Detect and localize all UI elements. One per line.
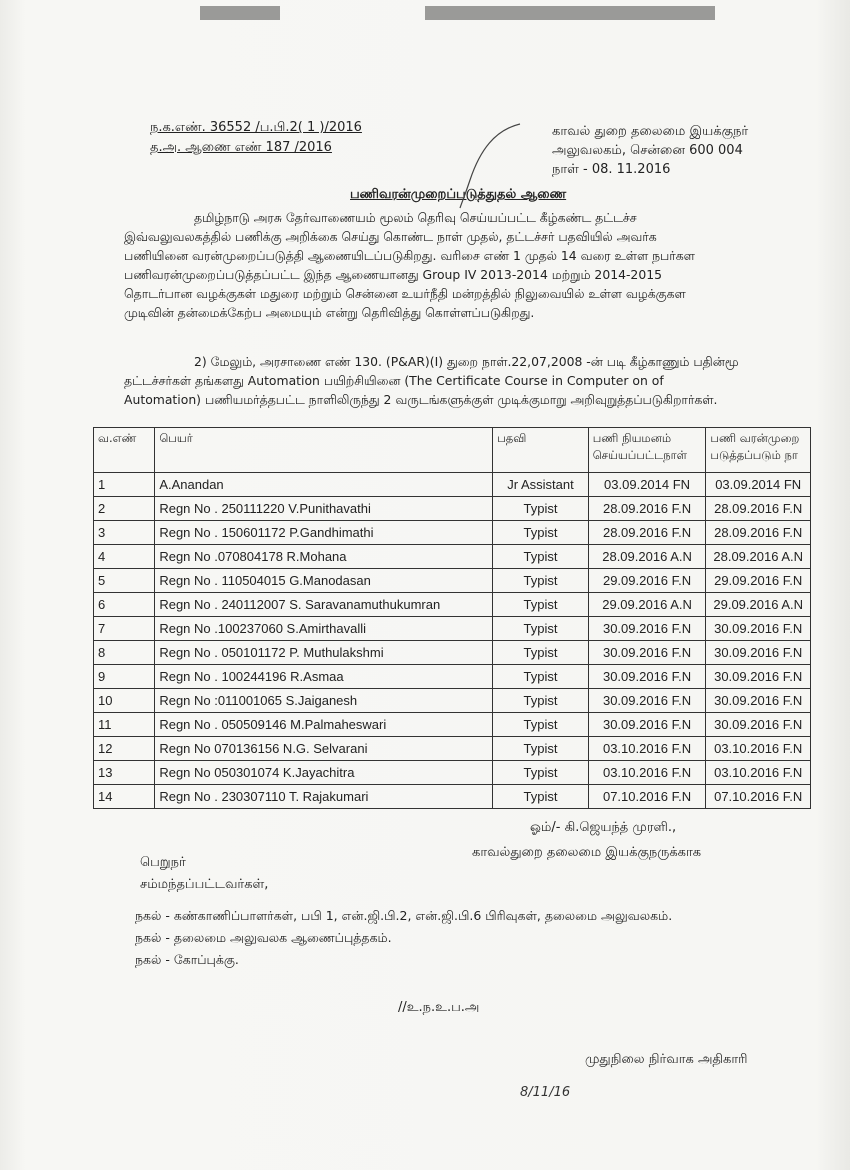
cell-name: Regn No . 240112007 S. Saravanamuthukumran: [155, 593, 493, 617]
table-row: [94, 497, 811, 521]
cell-regularisation-date: 29.09.2016 A.N: [706, 593, 811, 617]
cell-post: Typist: [493, 713, 589, 737]
cell-regularisation-date: 30.09.2016 F.N: [706, 617, 811, 641]
order-number: த.அ. ஆணை எண் 187 /2016: [150, 140, 332, 155]
table-row: [94, 545, 811, 569]
table-row: [94, 713, 811, 737]
cell-serial: 1: [94, 473, 155, 497]
cell-regularisation-date: 30.09.2016 F.N: [706, 641, 811, 665]
cell-post: Typist: [493, 497, 589, 521]
cell-name: Regn No . 110504015 G.Manodasan: [155, 569, 493, 593]
cell-post: Typist: [493, 521, 589, 545]
reference-block: [150, 118, 362, 158]
cell-serial: 7: [94, 617, 155, 641]
cell-serial: 14: [94, 785, 155, 809]
cell-serial: 3: [94, 521, 155, 545]
table-row: [94, 641, 811, 665]
cell-appointment-date: 07.10.2016 F.N: [588, 785, 706, 809]
cell-name: Regn No .100237060 S.Amirthavalli: [155, 617, 493, 641]
cell-regularisation-date: 30.09.2016 F.N: [706, 713, 811, 737]
cell-post: Typist: [493, 569, 589, 593]
cell-appointment-date: 30.09.2016 F.N: [588, 617, 706, 641]
table-row: [94, 737, 811, 761]
table-row: [94, 617, 811, 641]
staff-table: [93, 427, 811, 809]
cell-serial: 5: [94, 569, 155, 593]
cell-regularisation-date: 28.09.2016 F.N: [706, 497, 811, 521]
office-block: [552, 122, 748, 179]
cell-name: Regn No 070136156 N.G. Selvarani: [155, 737, 493, 761]
table-row: [94, 521, 811, 545]
cell-serial: 2: [94, 497, 155, 521]
cell-post: Typist: [493, 785, 589, 809]
table-row: [94, 761, 811, 785]
paragraph-line: பணிவரன்முறைப்படுத்தப்பட்ட இந்த ஆணையானது Group IV 2013-2014 மற்றும் 2014-2015: [124, 267, 662, 282]
cell-post: Typist: [493, 761, 589, 785]
table-row: [94, 593, 811, 617]
cell-name: Regn No . 230307110 T. Rajakumari: [155, 785, 493, 809]
cell-appointment-date: 28.09.2016 F.N: [588, 497, 706, 521]
cell-appointment-date: 30.09.2016 F.N: [588, 665, 706, 689]
cell-regularisation-date: 28.09.2016 A.N: [706, 545, 811, 569]
cell-serial: 6: [94, 593, 155, 617]
recipient-label: பெறுநர்: [140, 855, 186, 870]
cell-appointment-date: 28.09.2016 A.N: [588, 545, 706, 569]
cell-post: Typist: [493, 593, 589, 617]
cell-appointment-date: 30.09.2016 F.N: [588, 689, 706, 713]
cell-serial: 4: [94, 545, 155, 569]
paragraph-line: தொடர்பான வழக்குகள் மதுரை மற்றும் சென்னை உயர்நீதி மன்றத்தில் நிலுவையில் உள்ள வழக்குகள: [124, 286, 686, 301]
paragraph-line: இவ்வலுவலகத்தில் பணிக்கு அறிக்கை செய்து கொண்ட நாள் முதல், தட்டச்சர் பதவியில் அவர்க: [124, 229, 657, 244]
cell-regularisation-date: 03.10.2016 F.N: [706, 737, 811, 761]
paragraph-line: முடிவின் தன்மைக்கேற்ப அமையும் என்று தெரிவித்து கொள்ளப்படுகிறது.: [124, 305, 535, 320]
cell-post: Typist: [493, 617, 589, 641]
cell-serial: 10: [94, 689, 155, 713]
cell-appointment-date: 30.09.2016 F.N: [588, 713, 706, 737]
signature-designation: காவல்துறை தலைமை இயக்குநருக்காக: [472, 845, 702, 860]
cell-post: Typist: [493, 641, 589, 665]
recipients-block: [140, 852, 268, 896]
recipient-concerned: சம்மந்தப்பட்டவர்கள்,: [140, 877, 269, 892]
column-header-name: பெயர்: [155, 428, 493, 473]
cell-post: Typist: [493, 545, 589, 569]
cell-regularisation-date: 30.09.2016 F.N: [706, 665, 811, 689]
reference-number: ந.க.எண். 36552 /ப.பி.2( 1 )/2016: [150, 120, 362, 135]
copy-list: [135, 905, 672, 971]
handwritten-initials: 8/11/16: [520, 1085, 571, 1100]
page-title: பணிவரன்முறைப்படுத்துதல் ஆணை: [350, 187, 567, 202]
cell-serial: 12: [94, 737, 155, 761]
cell-name: Regn No . 050509146 M.Palmaheswari: [155, 713, 493, 737]
paragraph-line: 2) மேலும், அரசாணை எண் 130. (P&AR)(I) துறை நாள்.22,07,2008 -ன் படி கீழ்காணும் பதின்மூ: [194, 354, 739, 369]
signature-line: ஓம்/- கி.ஜெயந்த் முரளி.,: [530, 820, 677, 835]
cell-regularisation-date: 07.10.2016 F.N: [706, 785, 811, 809]
paragraph-line: பணியினை வரன்முறைப்படுத்தி ஆணையிடப்படுகிறது. வரிசை எண் 1 முதல் 14 வரை உள்ள நபர்கள: [124, 248, 695, 263]
signature-stroke: [440, 120, 530, 210]
table-row: [94, 785, 811, 809]
cell-serial: 11: [94, 713, 155, 737]
cell-name: Regn No . 150601172 P.Gandhimathi: [155, 521, 493, 545]
office-address: அலுவலகம், சென்னை 600 004: [552, 143, 743, 158]
cell-regularisation-date: 29.09.2016 F.N: [706, 569, 811, 593]
table-row: [94, 689, 811, 713]
copy-item: நகல் - தலைமை அலுவலக ஆணைப்புத்தகம்.: [135, 930, 392, 945]
cell-name: Regn No . 250111220 V.Punithavathi: [155, 497, 493, 521]
cell-serial: 9: [94, 665, 155, 689]
paragraph-line: தமிழ்நாடு அரசு தேர்வாணையம் மூலம் தெரிவு செய்யப்பட்ட கீழ்கண்ட தட்டச்ச: [194, 210, 637, 225]
cell-serial: 8: [94, 641, 155, 665]
office-name: காவல் துறை தலைமை இயக்குநர்: [552, 124, 749, 139]
paragraph-line: தட்டச்சர்கள் தங்களது Automation பயிற்சியினை (The Certificate Course in Computer on of: [124, 373, 664, 388]
cell-name: Regn No 050301074 K.Jayachitra: [155, 761, 493, 785]
cell-serial: 13: [94, 761, 155, 785]
table-header-row: [94, 428, 811, 473]
cell-regularisation-date: 03.09.2014 FN: [706, 473, 811, 497]
table-row: [94, 569, 811, 593]
paragraph-1: [124, 208, 814, 322]
cell-name: Regn No .070804178 R.Mohana: [155, 545, 493, 569]
column-header-appointment-date: பணி நியமனம் செய்யப்பட்டநாள்: [588, 428, 706, 473]
cell-appointment-date: 03.10.2016 F.N: [588, 761, 706, 785]
cell-post: Typist: [493, 737, 589, 761]
cell-appointment-date: 29.09.2016 A.N: [588, 593, 706, 617]
officer-designation: முதுநிலை நிர்வாக அதிகாரி: [585, 1052, 748, 1067]
attestation-mark: //உ.ந.உ.ப.அ: [398, 1000, 480, 1015]
column-header-serial: வ.எண்: [94, 428, 155, 473]
copy-item: நகல் - கண்காணிப்பாளர்கள், பபி 1, என்.ஜி.பி.2, என்.ஜி.பி.6 பிரிவுகள், தலைமை அலுவலகம்.: [135, 908, 673, 923]
cell-post: Jr Assistant: [493, 473, 589, 497]
scan-artifact: [200, 6, 280, 20]
cell-appointment-date: 03.09.2014 FN: [588, 473, 706, 497]
cell-name: A.Anandan: [155, 473, 493, 497]
cell-name: Regn No :011001065 S.Jaiganesh: [155, 689, 493, 713]
cell-name: Regn No . 100244196 R.Asmaa: [155, 665, 493, 689]
cell-post: Typist: [493, 689, 589, 713]
copy-item: நகல் - கோப்புக்கு.: [135, 952, 239, 967]
cell-appointment-date: 03.10.2016 F.N: [588, 737, 706, 761]
table-row: [94, 473, 811, 497]
cell-name: Regn No . 050101172 P. Muthulakshmi: [155, 641, 493, 665]
cell-regularisation-date: 30.09.2016 F.N: [706, 689, 811, 713]
cell-regularisation-date: 28.09.2016 F.N: [706, 521, 811, 545]
scan-artifact: [425, 6, 715, 20]
cell-regularisation-date: 03.10.2016 F.N: [706, 761, 811, 785]
paragraph-2: [124, 352, 814, 409]
cell-appointment-date: 29.09.2016 F.N: [588, 569, 706, 593]
cell-post: Typist: [493, 665, 589, 689]
order-date: நாள் - 08. 11.2016: [552, 162, 671, 177]
column-header-post: பதவி: [493, 428, 589, 473]
cell-appointment-date: 28.09.2016 F.N: [588, 521, 706, 545]
column-header-regularisation-date: பணி வரன்முறை படுத்தப்படும் நா: [706, 428, 811, 473]
cell-appointment-date: 30.09.2016 F.N: [588, 641, 706, 665]
paragraph-line: Automation) பணியமர்த்தபட்ட நாளிலிருந்து 2 வருடங்களுக்குள் முடிக்குமாறு அறிவுறுத்தப்படுகிறார்கள்.: [124, 392, 718, 407]
table-row: [94, 665, 811, 689]
